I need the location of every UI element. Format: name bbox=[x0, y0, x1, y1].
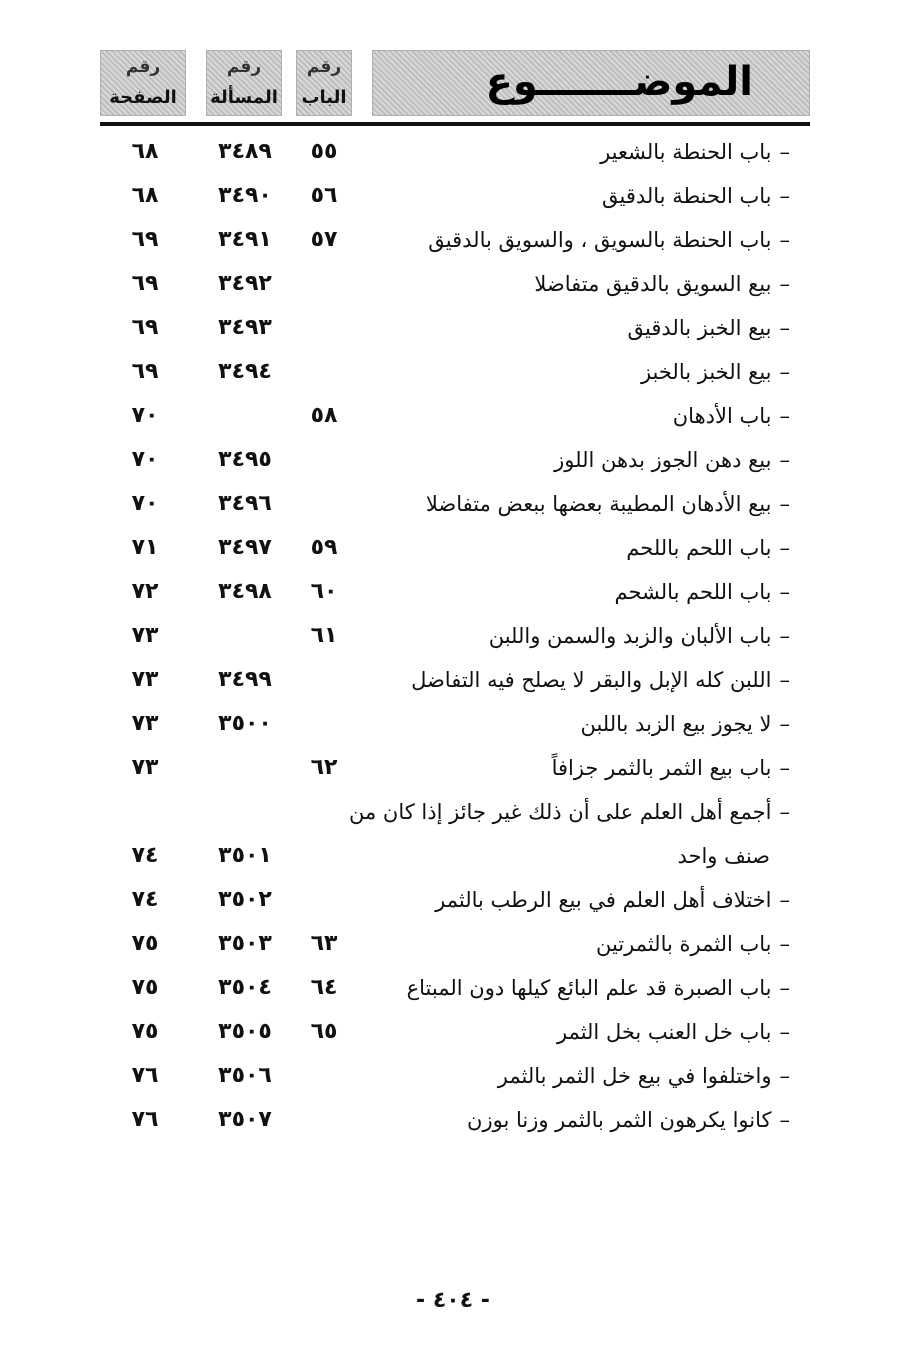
page-ref: ٧٢ bbox=[131, 579, 159, 604]
chapter-number: ٦١ bbox=[310, 623, 338, 648]
topic-title: –بيع السويق بالدقيق متفاضلا bbox=[534, 272, 790, 296]
page-ref: ٧٦ bbox=[131, 1107, 159, 1132]
issue-number: ٣٥٠٧ bbox=[218, 1107, 272, 1132]
page-ref: ٧٠ bbox=[131, 447, 159, 472]
topic-title: –اختلاف أهل العلم في بيع الرطب بالثمر bbox=[435, 888, 790, 912]
page-ref: ٦٨ bbox=[131, 183, 159, 208]
issue-number: ٣٥٠٠ bbox=[218, 711, 272, 736]
issue-number: ٣٤٩٨ bbox=[218, 579, 272, 604]
header-issue-label-1: رقم bbox=[226, 57, 262, 77]
topic-title: –كانوا يكرهون الثمر بالثمر وزنا بوزن bbox=[467, 1108, 790, 1132]
table-row bbox=[100, 350, 800, 394]
header-topic bbox=[372, 50, 810, 116]
topic-title: –بيع الأدهان المطيبة بعضها ببعض متفاضلا bbox=[425, 492, 790, 516]
table-row bbox=[100, 526, 800, 570]
table-row bbox=[100, 482, 800, 526]
table-row bbox=[100, 218, 800, 262]
page-ref: ٧٥ bbox=[131, 931, 159, 956]
topic-title-continuation: صنف واحد bbox=[677, 844, 770, 868]
table-row bbox=[100, 1054, 800, 1098]
page-ref: ٦٩ bbox=[131, 227, 159, 252]
topic-title: –باب اللحم بالشحم bbox=[614, 580, 790, 604]
page-ref: ٧٣ bbox=[131, 623, 159, 648]
page-ref: ٦٩ bbox=[131, 271, 159, 296]
topic-title: –اللبن كله الإبل والبقر لا يصلح فيه التفاضل bbox=[411, 668, 790, 692]
topic-title: –باب الحنطة بالدقيق bbox=[601, 184, 790, 208]
table-row bbox=[100, 438, 800, 482]
table-row-continuation bbox=[100, 834, 800, 878]
table-row bbox=[100, 1010, 800, 1054]
page-ref: ٧٤ bbox=[131, 843, 159, 868]
chapter-number: ٥٥ bbox=[310, 139, 338, 164]
table-header bbox=[100, 50, 810, 116]
issue-number: ٣٤٩٦ bbox=[218, 491, 272, 516]
topic-title: –باب الأدهان bbox=[672, 404, 790, 428]
page-ref: ٧٦ bbox=[131, 1063, 159, 1088]
issue-number: ٣٥٠٢ bbox=[218, 887, 272, 912]
table-row bbox=[100, 878, 800, 922]
table-row bbox=[100, 306, 800, 350]
chapter-number: ٦٥ bbox=[310, 1019, 338, 1044]
topic-title: –بيع الخبز بالخبز bbox=[640, 360, 790, 384]
page-ref: ٧٠ bbox=[131, 491, 159, 516]
topic-title: –باب الصبرة قد علم البائع كيلها دون المبتاع bbox=[406, 976, 790, 1000]
topic-title: –باب الحنطة بالسويق ، والسويق بالدقيق bbox=[428, 228, 790, 252]
page-ref: ٦٨ bbox=[131, 139, 159, 164]
page-ref: ٧٣ bbox=[131, 755, 159, 780]
header-topic-label: الموضـــــــوع bbox=[485, 59, 753, 105]
chapter-number: ٥٧ bbox=[310, 227, 338, 252]
issue-number: ٣٤٩٠ bbox=[218, 183, 272, 208]
page-ref: ٧٣ bbox=[131, 711, 159, 736]
page-ref: ٧١ bbox=[131, 535, 159, 560]
topic-title: –واختلفوا في بيع خل الثمر بالثمر bbox=[497, 1064, 790, 1088]
issue-number: ٣٤٨٩ bbox=[218, 139, 272, 164]
header-chapter-label-2: الباب bbox=[301, 87, 347, 108]
issue-number: ٣٤٩٧ bbox=[218, 535, 272, 560]
issue-number: ٣٥٠٥ bbox=[218, 1019, 272, 1044]
header-page-label-2: الصفحة bbox=[109, 87, 177, 108]
header-page-label-1: رقم bbox=[125, 57, 161, 77]
table-row bbox=[100, 702, 800, 746]
issue-number: ٣٥٠٣ bbox=[218, 931, 272, 956]
table-row bbox=[100, 1098, 800, 1142]
header-issue-number bbox=[206, 50, 282, 116]
table-row bbox=[100, 746, 800, 790]
page-ref: ٦٩ bbox=[131, 359, 159, 384]
topic-title: –باب الثمرة بالثمرتين bbox=[595, 932, 790, 956]
table-row bbox=[100, 922, 800, 966]
issue-number: ٣٤٩١ bbox=[218, 227, 272, 252]
topic-title: –بيع الخبز بالدقيق bbox=[627, 316, 790, 340]
chapter-number: ٦٠ bbox=[310, 579, 338, 604]
chapter-number: ٥٨ bbox=[310, 403, 338, 428]
table-row bbox=[100, 790, 800, 834]
topic-title: –بيع دهن الجوز بدهن اللوز bbox=[554, 448, 790, 472]
topic-title: –باب الحنطة بالشعير bbox=[600, 140, 790, 164]
issue-number: ٣٥٠٤ bbox=[218, 975, 272, 1000]
header-divider bbox=[100, 122, 810, 126]
page-ref: ٧٣ bbox=[131, 667, 159, 692]
chapter-number: ٦٢ bbox=[310, 755, 338, 780]
header-chapter-number bbox=[296, 50, 352, 116]
header-page-number bbox=[100, 50, 186, 116]
header-issue-label-2: المسألة bbox=[210, 87, 278, 108]
page-number: - ٤٠٤ - bbox=[416, 1288, 490, 1313]
header-chapter-label-1: رقم bbox=[306, 57, 342, 77]
table-row bbox=[100, 658, 800, 702]
chapter-number: ٥٦ bbox=[310, 183, 338, 208]
page-ref: ٦٩ bbox=[131, 315, 159, 340]
page-ref: ٧٥ bbox=[131, 1019, 159, 1044]
issue-number: ٣٤٩٩ bbox=[218, 667, 272, 692]
page-ref: ٧٥ bbox=[131, 975, 159, 1000]
issue-number: ٣٤٩٢ bbox=[218, 271, 272, 296]
table-row bbox=[100, 174, 800, 218]
table-row bbox=[100, 394, 800, 438]
table-row bbox=[100, 130, 800, 174]
topic-title: –باب بيع الثمر بالثمر جزافاً bbox=[551, 756, 790, 780]
issue-number: ٣٥٠١ bbox=[218, 843, 272, 868]
chapter-number: ٥٩ bbox=[310, 535, 338, 560]
issue-number: ٣٤٩٤ bbox=[218, 359, 272, 384]
topic-title: –باب الألبان والزبد والسمن واللبن bbox=[488, 624, 790, 648]
table-row bbox=[100, 570, 800, 614]
topic-title: –لا يجوز بيع الزبد باللبن bbox=[580, 712, 790, 736]
table-row bbox=[100, 966, 800, 1010]
topic-title: –أجمع أهل العلم على أن ذلك غير جائز إذا كان من bbox=[349, 800, 790, 824]
issue-number: ٣٥٠٦ bbox=[218, 1063, 272, 1088]
topic-title: –باب خل العنب بخل الثمر bbox=[556, 1020, 790, 1044]
issue-number: ٣٤٩٣ bbox=[218, 315, 272, 340]
chapter-number: ٦٤ bbox=[310, 975, 338, 1000]
chapter-number: ٦٣ bbox=[310, 931, 338, 956]
page-ref: ٧٤ bbox=[131, 887, 159, 912]
page-ref: ٧٠ bbox=[131, 403, 159, 428]
issue-number: ٣٤٩٥ bbox=[218, 447, 272, 472]
table-row bbox=[100, 262, 800, 306]
topic-title: –باب اللحم باللحم bbox=[626, 536, 790, 560]
table-row bbox=[100, 614, 800, 658]
